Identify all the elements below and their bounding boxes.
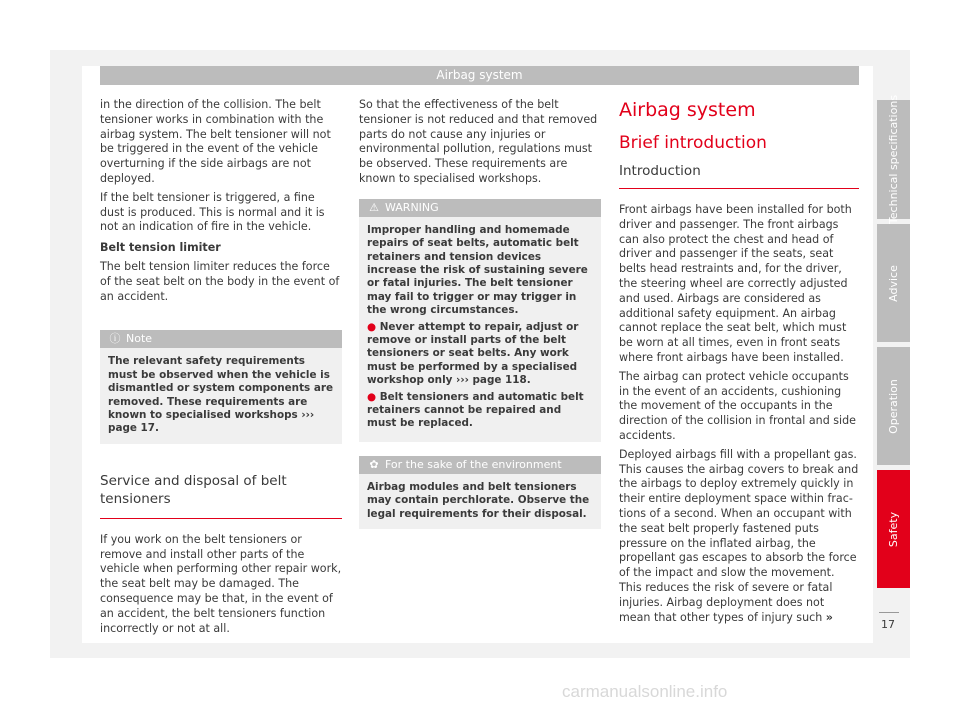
environment-header (359, 456, 601, 474)
section-title: Service and disposal of belt tensioners (100, 472, 342, 519)
tab-safety[interactable] (877, 470, 910, 588)
note-box (100, 330, 342, 443)
paragraph: The airbag can protect vehicle occupants in the event of an accidents, cushioning the movement of the occupants in the direction of the collision in frontal and side accidents. (619, 369, 856, 442)
environment-title: For the sake of the environment (385, 457, 562, 471)
warning-triangle-icon: ⚠ (369, 200, 379, 214)
column-middle (359, 98, 601, 529)
section-title: Brief introduction (619, 133, 767, 153)
warning-title: WARNING (385, 200, 439, 214)
column-left (100, 98, 342, 640)
note-text: The relevant safety requirements must be observed when the vehicle is dismantled or system components are removed. These requirements are known to specialised workshops (108, 355, 334, 421)
page-header: Airbag system (100, 66, 859, 85)
note-title: Note (126, 332, 153, 346)
paragraph: Front airbags have been installed for both driver and passenger. The front airbags can also protect the chest and head of driver and passenger if the seats, seat belts head restraints and, for the driver, the steering wheel are correctly adjusted and used. Airbags are considered as additional safety equipment. An airbag cannot replace the seat belt, which must be worn at all times, even in front seats where front airbags have been installed. (619, 203, 852, 364)
tab-label: Advice (887, 264, 901, 302)
note-header (100, 330, 342, 348)
page-number: 17 (881, 618, 895, 631)
environment-text: Airbag modules and belt tensioners may contain perchlorate. Observe the legal requirements for their disposal. (367, 480, 590, 520)
info-icon: ⓘ (109, 332, 121, 346)
tab-label: Technical specifications (887, 94, 900, 225)
paragraph: in the direction of the collision. The belt tensioner works in combination with the airbag system. The belt tensioner will not be triggered in the event of the vehicle overturning if the side airbags are not deployed. (100, 98, 331, 185)
chapter-title: Airbag system (619, 99, 756, 121)
note-page-link[interactable]: ››› page 17. (108, 408, 315, 435)
warning-bullet (367, 391, 593, 431)
note-body (100, 348, 342, 443)
environment-body (359, 474, 601, 529)
warning-header (359, 199, 601, 217)
bullet-icon: ● (367, 320, 380, 333)
column-right (619, 98, 859, 629)
warning-bullet-text: Belt tensioners and automatic belt retainers cannot be repaired and must be replaced. (367, 390, 584, 430)
warning-body (359, 217, 601, 442)
tab-label: Operation (887, 378, 900, 434)
warning-bullet (367, 321, 593, 388)
tab-advice[interactable] (877, 224, 910, 342)
subsection-title: Introduction (619, 162, 859, 189)
page-number-rule (879, 612, 899, 613)
environment-icon: ✿ (369, 457, 379, 471)
watermark: carmanualsonline.info (562, 682, 728, 701)
subheading: Belt tension limiter (100, 241, 221, 255)
paragraph: The belt tension limiter reduces the force of the seat belt on the body in the event of an accident. (100, 259, 340, 303)
paragraph: If you work on the belt tensioners or remove and install other parts of the vehicle when performing other repair work, the seat belt may be damaged. The consequence may be that, in the event of an accident, the belt tensioners function incorrectly or not at all. (100, 532, 342, 635)
tab-label: Safety (887, 511, 900, 547)
bullet-icon: ● (367, 390, 380, 403)
warning-text: Improper handling and homemade repairs of seat belts, automatic belt retainers and tension devices increase the risk of sustaining severe or fatal injuries. The belt tensioner may fail to trigger or may trigger in the wrong circumstances. (367, 223, 588, 317)
environment-box (359, 456, 601, 529)
warning-box (359, 199, 601, 442)
paragraph-text: Deployed airbags fill with a propellant gas. This causes the airbag covers to break and the airbags to deploy extremely quickly in their entire deployment space within fractions of a second. When an occupant with the seat belt properly fastened puts pressure on the inflated airbag, the propellant gas escapes to absorb the force of the impact and slow the movement. This reduces the risk of severe or fatal injuries. Airbag deployment does not mean that other types of injury such (619, 447, 859, 624)
paragraph: If the belt tensioner is triggered, a fine dust is produced. This is normal and it is not an indication of fire in the vehicle. (100, 190, 325, 234)
tab-operation[interactable] (877, 347, 910, 465)
tab-technical-specifications[interactable] (877, 94, 910, 225)
warning-bullet-text: Never attempt to repair, adjust or remove or install parts of the belt tensioners or seat belts. Any work must be performed by a specialised workshop only ››› page 118. (367, 320, 579, 387)
continue-arrow-icon: » (825, 610, 833, 624)
paragraph: So that the effectiveness of the belt tensioner is not reduced and that removed parts do not cause any injuries or environmental pollution, regulations must be observed. These requirements are known to specialised workshops. (359, 98, 598, 185)
paragraph (619, 448, 859, 626)
